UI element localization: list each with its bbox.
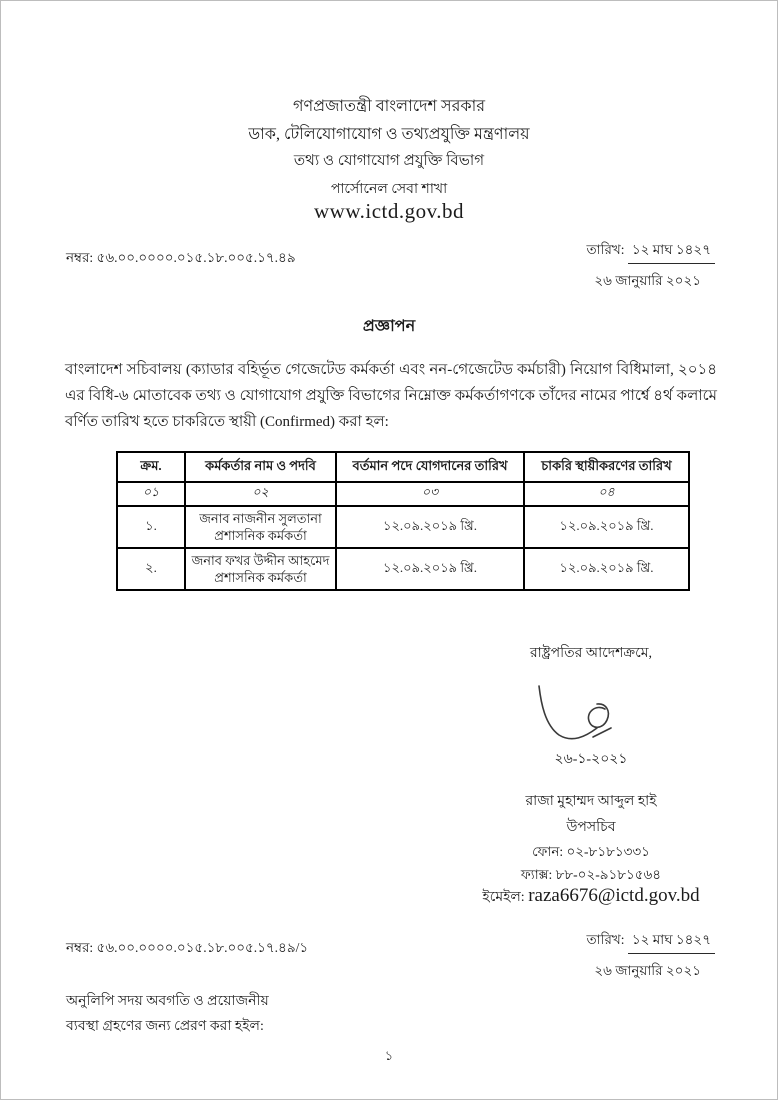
date-line-top — [515, 239, 715, 264]
signature-image — [525, 683, 625, 750]
row-joining-date: ১২.০৯.২০১৯ খ্রি. — [336, 548, 524, 590]
memo-number-top: নম্বর: ৫৬.০০.০০০০.০১৫.১৮.০০৫.১৭.৪৯ — [66, 250, 296, 265]
officer-name: জনাব ফখর উদ্দীন আহমেদ — [191, 553, 330, 568]
officer-name: জনাব নাজনীন সুলতানা — [199, 511, 322, 526]
by-order-text: রাষ্ট্রপতির আদেশক্রমে, — [529, 646, 653, 661]
email-line — [453, 885, 729, 909]
date-gregorian: ২৬ জানুয়ারি ২০২১ — [594, 963, 701, 978]
row-name-cell — [185, 548, 336, 590]
officer-designation: প্রশাসনিক কর্মকর্তা — [214, 570, 307, 585]
row-name-cell — [185, 506, 336, 548]
subheader-03: ০৩ — [336, 482, 524, 506]
distribution-line-1: অনুলিপি সদয় অবগতি ও প্রয়োজনীয় — [66, 994, 269, 1009]
memo-number-bottom: নম্বর: ৫৬.০০.০০০০.০১৫.১৮.০০৫.১৭.৪৯/১ — [66, 940, 309, 955]
table-row — [117, 548, 689, 590]
subheader-02: ০২ — [185, 482, 336, 506]
row-joining-date: ১২.০৯.২০১৯ খ্রি. — [336, 506, 524, 548]
date-line-bottom — [515, 929, 715, 954]
table-header-row — [117, 452, 689, 482]
col-header-confirmation: চাকরি স্থায়ীকরণের তারিখ — [524, 452, 689, 482]
table-row — [117, 506, 689, 548]
row-confirmation-date: ১২.০৯.২০১৯ খ্রি. — [524, 506, 689, 548]
subheader-01: ০১ — [117, 482, 185, 506]
ministry-name: ডাক, টেলিযোগাযোগ ও তথ্যপ্রযুক্তি মন্ত্রণালয় — [248, 126, 530, 143]
notification-title: প্রজ্ঞাপন — [362, 318, 416, 335]
table-subheader-row — [117, 482, 689, 506]
subheader-04: ০৪ — [524, 482, 689, 506]
date-label: তারিখ: — [586, 932, 628, 947]
body-paragraph: বাংলাদেশ সচিবালয় (ক্যাডার বহির্ভূত গেজেটেড কর্মকর্তা এবং নন-গেজেটেড কর্মচারী) নিয়োগ বিধিমালা, ২০১৪ এর বিধি-৬ মোতাবেক তথ্য ও যোগাযোগ প্রযুক্তি বিভাগের নিম্নোক্ত কর্মকর্তাগণকে তাঁদের নামের পার্শ্বে ৪র্থ কলামে বর্ণিত তারিখ হতে চাকরিতে স্থায়ী (Confirmed) করা হল: — [65, 362, 717, 430]
confirmation-table — [116, 451, 690, 591]
email-address: raza6676@ictd.gov.bd — [528, 885, 700, 906]
date-block-bottom — [515, 929, 715, 983]
distribution-line-2: ব্যবস্থা গ্রহণের জন্য প্রেরণ করা হইল: — [66, 1019, 264, 1034]
page-number: ১ — [384, 1048, 394, 1063]
website-url: www.ictd.gov.bd — [313, 199, 464, 223]
division-name: তথ্য ও যোগাযোগ প্রযুক্তি বিভাগ — [293, 153, 485, 169]
row-confirmation-date: ১২.০৯.২০১৯ খ্রি. — [524, 548, 689, 590]
email-label: ইমেইল: — [482, 890, 529, 905]
col-header-joining: বর্তমান পদে যোগদানের তারিখ — [336, 452, 524, 482]
date-gregorian: ২৬ জানুয়ারি ২০২১ — [594, 273, 701, 288]
date-bengali: ১২ মাঘ ১৪২৭ — [628, 239, 715, 264]
branch-name: পার্সোনেল সেবা শাখা — [330, 182, 448, 197]
signatory-name: রাজা মুহাম্মদ আব্দুল হাই — [525, 794, 657, 809]
date-block-top — [515, 239, 715, 293]
govt-name: গণপ্রজাতন্ত্রী বাংলাদেশ সরকার — [292, 98, 486, 115]
date-bengali: ১২ মাঘ ১৪২৭ — [628, 929, 715, 954]
officer-designation: প্রশাসনিক কর্মকর্তা — [214, 528, 307, 543]
phone-line: ফোন: ০২-৮১৮১৩৩১ — [532, 844, 650, 859]
fax-line: ফ্যাক্স: ৮৮-০২-৯১৮১৫৬৪ — [520, 867, 662, 882]
signatory-designation: উপসচিব — [566, 820, 616, 835]
col-header-name: কর্মকর্তার নাম ও পদবি — [185, 452, 336, 482]
row-serial: ২. — [117, 548, 185, 590]
row-serial: ১. — [117, 506, 185, 548]
date-label: তারিখ: — [586, 242, 628, 257]
signature-date: ২৬-১-২০২১ — [554, 752, 628, 767]
col-header-serial: ক্রম. — [117, 452, 185, 482]
